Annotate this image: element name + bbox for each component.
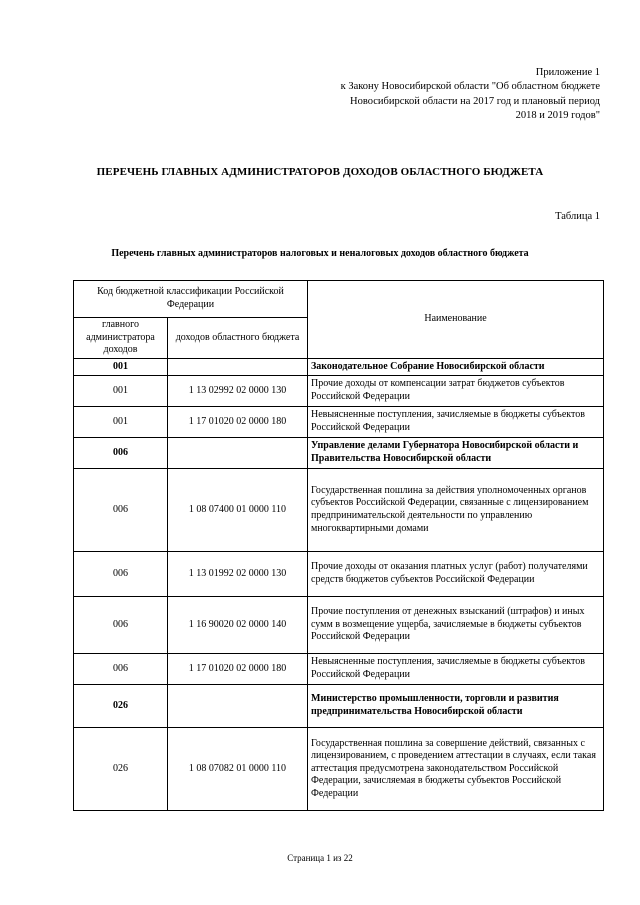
table-row	[74, 654, 604, 685]
table-row	[74, 685, 604, 728]
cell-admin-code: 001	[74, 376, 168, 407]
cell-name: Государственная пошлина за действия уполномоченных органов субъектов Российской Федерации, связанные с лицензированием предпринимательской деятельности по управлению многоквартирными домами	[308, 469, 604, 552]
table-row	[74, 597, 604, 654]
cell-income-code	[168, 359, 308, 376]
administrators-table	[73, 280, 604, 811]
cell-income-code: 1 08 07400 01 0000 110	[168, 469, 308, 552]
appendix-line-1: Приложение 1	[535, 67, 600, 78]
header-income-code: доходов областного бюджета	[168, 318, 308, 359]
cell-income-code	[168, 685, 308, 728]
header-name: Наименование	[308, 281, 604, 359]
cell-admin-code: 001	[74, 407, 168, 438]
cell-income-code: 1 13 02992 02 0000 130	[168, 376, 308, 407]
cell-income-code: 1 13 01992 02 0000 130	[168, 552, 308, 597]
cell-income-code: 1 17 01020 02 0000 180	[168, 407, 308, 438]
appendix-block	[280, 66, 600, 124]
table-row	[74, 407, 604, 438]
table-row	[74, 438, 604, 469]
appendix-line-4: 2018 и 2019 годов"	[515, 110, 600, 122]
cell-admin-code: 006	[74, 597, 168, 654]
cell-admin-code: 006	[74, 654, 168, 685]
table-subtitle: Перечень главных администраторов налоговых и неналоговых доходов областного бюджета	[111, 248, 529, 259]
table-row	[74, 376, 604, 407]
cell-name: Законодательное Собрание Новосибирской области	[308, 359, 604, 376]
appendix-line-3: Новосибирской области на 2017 год и плановый период	[350, 95, 600, 107]
cell-name: Прочие поступления от денежных взысканий (штрафов) и иных сумм в возмещение ущерба, зачисляемые в бюджеты субъектов Российской Федерации	[308, 597, 604, 654]
document-title: ПЕРЕЧЕНЬ ГЛАВНЫХ АДМИНИСТРАТОРОВ ДОХОДОВ ОБЛАСТНОГО БЮДЖЕТА	[96, 166, 544, 178]
cell-name: Прочие доходы от компенсации затрат бюджетов субъектов Российской Федерации	[308, 376, 604, 407]
table-row	[74, 359, 604, 376]
cell-income-code	[168, 438, 308, 469]
header-budget-code-group: Код бюджетной классификации Российской Федерации	[74, 281, 308, 318]
cell-admin-code: 006	[74, 552, 168, 597]
header-admin-code: главного администратора доходов	[74, 318, 168, 359]
cell-name: Невыясненные поступления, зачисляемые в бюджеты субъектов Российской Федерации	[308, 407, 604, 438]
cell-income-code: 1 17 01020 02 0000 180	[168, 654, 308, 685]
table-header-row	[74, 281, 604, 318]
table-row	[74, 728, 604, 811]
cell-name: Министерство промышленности, торговли и развития предпринимательства Новосибирской области	[308, 685, 604, 728]
cell-name: Управление делами Губернатора Новосибирской области и Правительства Новосибирской области	[308, 438, 604, 469]
table-body	[74, 281, 604, 811]
table-row	[74, 469, 604, 552]
cell-name: Государственная пошлина за совершение действий, связанных с лицензированием, с проведением аттестации в случаях, если такая аттестация предусмотрена законодательством Российской Федерации, зачисляемая в бюджеты субъектов Российской Федерации	[308, 728, 604, 811]
cell-name: Невыясненные поступления, зачисляемые в бюджеты субъектов Российской Федерации	[308, 654, 604, 685]
cell-admin-code: 006	[74, 469, 168, 552]
cell-admin-code: 001	[74, 359, 168, 376]
page-footer: Страница 1 из 22	[287, 853, 353, 863]
cell-admin-code: 026	[74, 728, 168, 811]
cell-admin-code: 006	[74, 438, 168, 469]
appendix-line-2: к Закону Новосибирской области "Об областном бюджете	[340, 81, 600, 93]
cell-name: Прочие доходы от оказания платных услуг (работ) получателями средств бюджетов субъектов Российской Федерации	[308, 552, 604, 597]
table-row	[74, 552, 604, 597]
cell-income-code: 1 16 90020 02 0000 140	[168, 597, 308, 654]
cell-admin-code: 026	[74, 685, 168, 728]
table-label: Таблица 1	[555, 211, 600, 222]
cell-income-code: 1 08 07082 01 0000 110	[168, 728, 308, 811]
